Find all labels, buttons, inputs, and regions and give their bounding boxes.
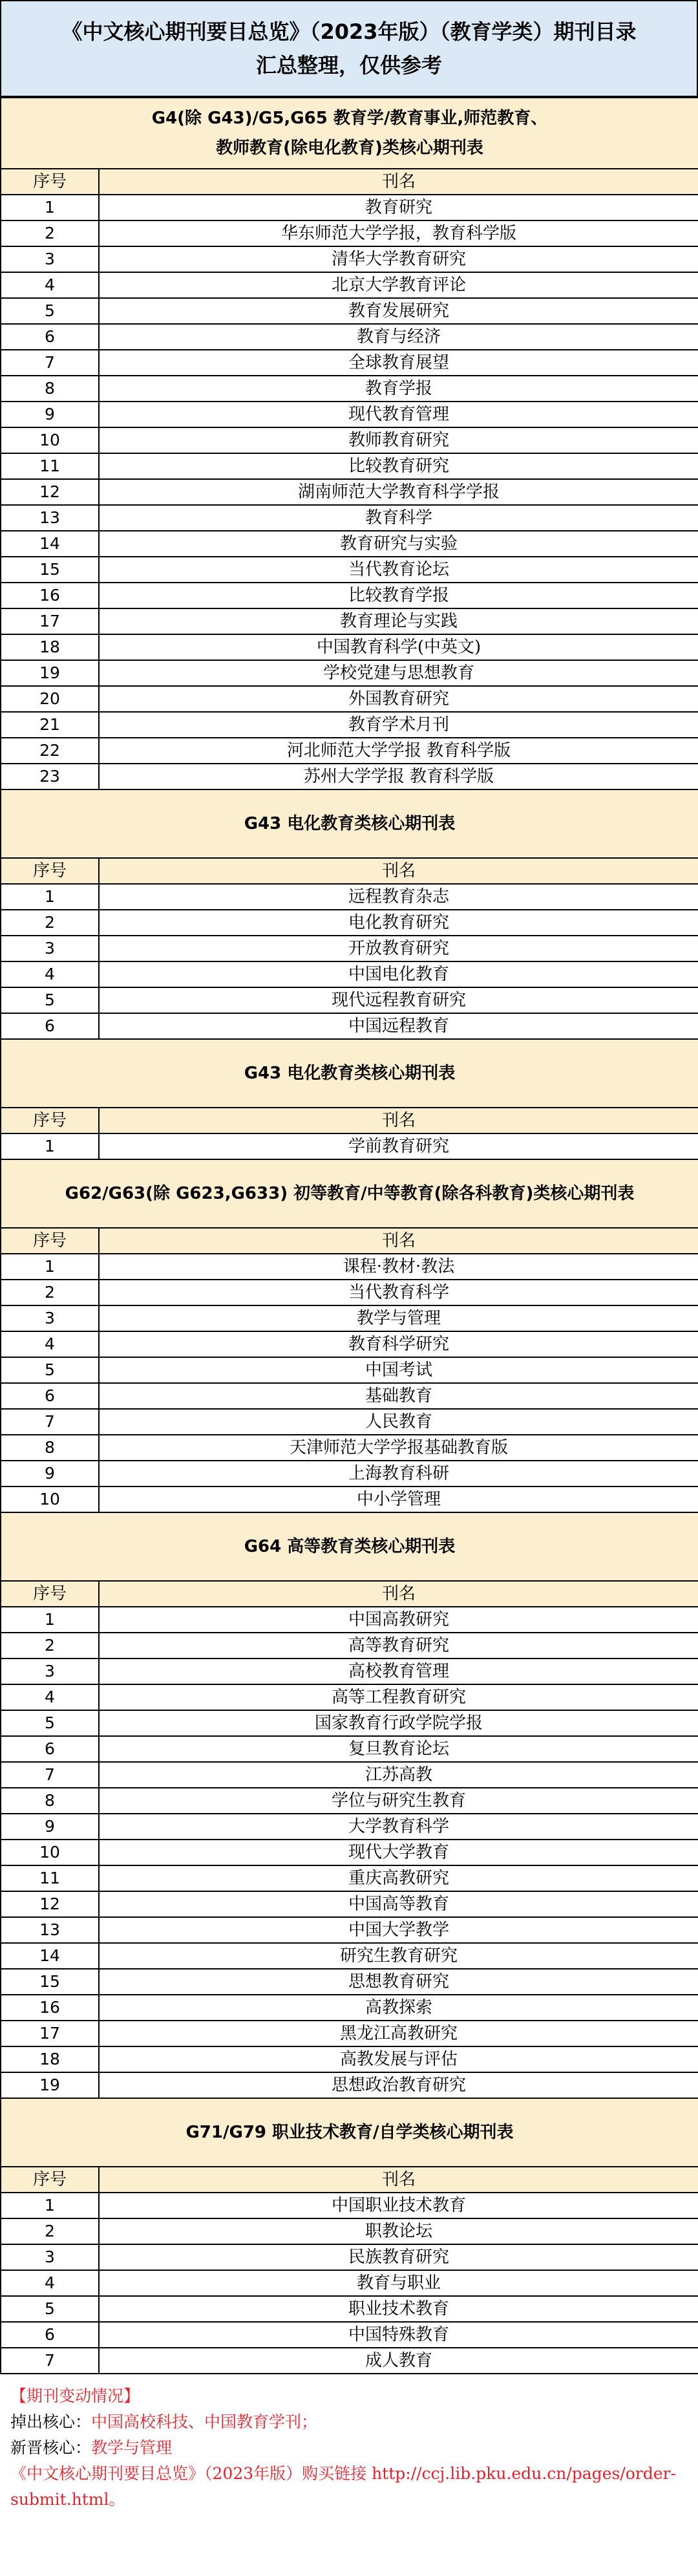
dropped-value: 中国高校科技、中国教育学刊； <box>91 2412 318 2431</box>
table-row <box>1 1409 698 1435</box>
journal-name: 中国特殊教育 <box>99 2322 698 2348</box>
row-number: 9 <box>1 1461 99 1487</box>
row-number: 1 <box>1 884 99 910</box>
journal-name: 河北师范大学学报 教育科学版 <box>99 738 698 764</box>
column-header-name: 刊名 <box>99 858 698 884</box>
journal-name: 苏州大学学报 教育科学版 <box>99 764 698 789</box>
row-number: 4 <box>1 1331 99 1357</box>
table-row <box>1 2072 698 2098</box>
journal-name: 外国教育研究 <box>99 686 698 712</box>
table-row <box>1 1684 698 1710</box>
table-row <box>1 1995 698 2021</box>
journal-name: 教育学报 <box>99 376 698 402</box>
table-row <box>1 634 698 660</box>
section-title-line: G4(除 G43)/G5,G65 教育学/教育事业,师范教育、 <box>151 109 548 128</box>
table-row <box>1 583 698 608</box>
journal-name: 基础教育 <box>99 1383 698 1409</box>
column-header-num: 序号 <box>1 858 99 884</box>
table-row <box>1 1762 698 1788</box>
table-row <box>1 1788 698 1814</box>
section-title-line: G43 电化教育类核心期刊表 <box>244 814 456 833</box>
section-title <box>1 1039 698 1108</box>
journal-name: 研究生教育研究 <box>99 1943 698 1969</box>
row-number: 1 <box>1 2193 99 2218</box>
journal-name: 思想政治教育研究 <box>99 2072 698 2098</box>
table-row <box>1 1461 698 1487</box>
row-number: 10 <box>1 1840 99 1865</box>
row-number: 19 <box>1 2072 99 2098</box>
journal-name: 民族教育研究 <box>99 2244 698 2270</box>
journal-name: 中小学管理 <box>99 1487 698 1512</box>
section-header <box>1 1039 698 1108</box>
journal-table <box>0 97 698 2374</box>
row-number: 12 <box>1 479 99 505</box>
journal-name: 重庆高教研究 <box>99 1865 698 1891</box>
row-number: 15 <box>1 1969 99 1995</box>
new-label: 新晋核心： <box>10 2438 92 2457</box>
table-row <box>1 479 698 505</box>
row-number: 17 <box>1 608 99 634</box>
table-row <box>1 686 698 712</box>
table-row <box>1 1133 698 1159</box>
journal-name: 人民教育 <box>99 1409 698 1435</box>
table-row <box>1 272 698 298</box>
row-number: 3 <box>1 1305 99 1331</box>
journal-name: 教师教育研究 <box>99 427 698 453</box>
row-number: 1 <box>1 1607 99 1633</box>
column-header-row <box>1 169 698 195</box>
table-row <box>1 936 698 961</box>
table-row <box>1 1435 698 1461</box>
table-row <box>1 2193 698 2218</box>
section-title-line: G64 高等教育类核心期刊表 <box>244 1537 456 1556</box>
journal-name: 中国高教研究 <box>99 1607 698 1633</box>
table-row <box>1 1383 698 1409</box>
row-number: 8 <box>1 1788 99 1814</box>
table-row <box>1 350 698 376</box>
journal-name: 中国电化教育 <box>99 961 698 987</box>
row-number: 13 <box>1 505 99 531</box>
row-number: 2 <box>1 220 99 246</box>
section-title <box>1 1159 698 1228</box>
column-header-num: 序号 <box>1 2167 99 2193</box>
table-row <box>1 660 698 686</box>
journal-name: 当代教育科学 <box>99 1280 698 1305</box>
column-header-row <box>1 1108 698 1133</box>
column-header-num: 序号 <box>1 169 99 195</box>
change-notes <box>0 2374 698 2513</box>
journal-name: 学前教育研究 <box>99 1133 698 1159</box>
table-row <box>1 738 698 764</box>
section-header <box>1 1512 698 1581</box>
row-number: 8 <box>1 376 99 402</box>
table-row <box>1 1607 698 1633</box>
column-header-name: 刊名 <box>99 169 698 195</box>
row-number: 5 <box>1 987 99 1013</box>
section-header <box>1 789 698 858</box>
journal-name: 现代教育管理 <box>99 402 698 427</box>
journal-name: 现代远程教育研究 <box>99 987 698 1013</box>
journal-name: 中国职业技术教育 <box>99 2193 698 2218</box>
row-number: 5 <box>1 298 99 324</box>
journal-name: 远程教育杂志 <box>99 884 698 910</box>
column-header-num: 序号 <box>1 1581 99 1607</box>
row-number: 16 <box>1 1995 99 2021</box>
purchase-link[interactable]: 《中文核心期刊要目总览》（2023年版）购买链接 http://ccj.lib.pku.edu.cn/pages/order-submit.html。 <box>10 2464 676 2509</box>
row-number: 22 <box>1 738 99 764</box>
journal-name: 成人教育 <box>99 2348 698 2374</box>
row-number: 10 <box>1 427 99 453</box>
row-number: 8 <box>1 1435 99 1461</box>
row-number: 2 <box>1 1633 99 1658</box>
row-number: 7 <box>1 2348 99 2374</box>
table-row <box>1 884 698 910</box>
journal-name: 中国教育科学(中英文) <box>99 634 698 660</box>
table-row <box>1 1254 698 1280</box>
section-header <box>1 98 698 169</box>
journal-name: 北京大学教育评论 <box>99 272 698 298</box>
row-number: 19 <box>1 660 99 686</box>
journal-name: 上海教育科研 <box>99 1461 698 1487</box>
row-number: 20 <box>1 686 99 712</box>
column-header-row <box>1 2167 698 2193</box>
table-row <box>1 1943 698 1969</box>
journal-name: 学校党建与思想教育 <box>99 660 698 686</box>
row-number: 11 <box>1 453 99 479</box>
table-row <box>1 195 698 220</box>
section-title <box>1 2098 698 2167</box>
journal-name: 学位与研究生教育 <box>99 1788 698 1814</box>
section-title-line: G43 电化教育类核心期刊表 <box>244 1064 456 1083</box>
notes-heading: 【期刊变动情况】 <box>10 2387 140 2405</box>
row-number: 14 <box>1 1943 99 1969</box>
journal-name: 教育学术月刊 <box>99 712 698 738</box>
journal-name: 教育发展研究 <box>99 298 698 324</box>
row-number: 9 <box>1 402 99 427</box>
table-row <box>1 557 698 583</box>
table-row <box>1 2021 698 2046</box>
journal-name: 教育与职业 <box>99 2270 698 2296</box>
table-row <box>1 1710 698 1736</box>
journal-name: 清华大学教育研究 <box>99 246 698 272</box>
column-header-num: 序号 <box>1 1228 99 1254</box>
journal-name: 中国考试 <box>99 1357 698 1383</box>
table-row <box>1 2046 698 2072</box>
table-row <box>1 246 698 272</box>
column-header-row <box>1 858 698 884</box>
row-number: 3 <box>1 936 99 961</box>
journal-name: 复旦教育论坛 <box>99 1736 698 1762</box>
table-row <box>1 987 698 1013</box>
table-row <box>1 1633 698 1658</box>
table-row <box>1 298 698 324</box>
row-number: 3 <box>1 2244 99 2270</box>
table-row <box>1 220 698 246</box>
table-row <box>1 1917 698 1943</box>
row-number: 5 <box>1 1357 99 1383</box>
section-title-line: G62/G63(除 G623,G633) 初等教育/中等教育(除各科教育)类核心期刊表 <box>65 1184 635 1203</box>
table-row <box>1 1013 698 1039</box>
section-header <box>1 2098 698 2167</box>
table-row <box>1 712 698 738</box>
journal-name: 教学与管理 <box>99 1305 698 1331</box>
column-header-name: 刊名 <box>99 2167 698 2193</box>
row-number: 5 <box>1 1710 99 1736</box>
table-row <box>1 961 698 987</box>
row-number: 4 <box>1 2270 99 2296</box>
row-number: 23 <box>1 764 99 789</box>
row-number: 6 <box>1 2322 99 2348</box>
row-number: 7 <box>1 1409 99 1435</box>
document-title <box>0 0 698 97</box>
column-header-row <box>1 1228 698 1254</box>
row-number: 6 <box>1 1013 99 1039</box>
dropped-line <box>10 2409 688 2435</box>
journal-name: 教育与经济 <box>99 324 698 350</box>
table-row <box>1 427 698 453</box>
journal-name: 高教发展与评估 <box>99 2046 698 2072</box>
journal-name: 教育研究与实验 <box>99 531 698 557</box>
row-number: 15 <box>1 557 99 583</box>
table-row <box>1 2322 698 2348</box>
column-header-name: 刊名 <box>99 1228 698 1254</box>
table-row <box>1 2296 698 2322</box>
row-number: 6 <box>1 1736 99 1762</box>
row-number: 2 <box>1 910 99 936</box>
table-row <box>1 1969 698 1995</box>
row-number: 12 <box>1 1891 99 1917</box>
journal-name: 思想教育研究 <box>99 1969 698 1995</box>
table-row <box>1 1331 698 1357</box>
section-title-line: 教师教育(除电化教育)类核心期刊表 <box>216 138 483 158</box>
row-number: 11 <box>1 1865 99 1891</box>
column-header-row <box>1 1581 698 1607</box>
journal-name: 开放教育研究 <box>99 936 698 961</box>
table-row <box>1 1280 698 1305</box>
row-number: 4 <box>1 961 99 987</box>
table-row <box>1 2244 698 2270</box>
section-header <box>1 1159 698 1228</box>
row-number: 10 <box>1 1487 99 1512</box>
table-row <box>1 1814 698 1840</box>
journal-name: 华东师范大学学报，教育科学版 <box>99 220 698 246</box>
table-row <box>1 1891 698 1917</box>
row-number: 6 <box>1 1383 99 1409</box>
journal-name: 大学教育科学 <box>99 1814 698 1840</box>
row-number: 16 <box>1 583 99 608</box>
row-number: 9 <box>1 1814 99 1840</box>
table-row <box>1 1840 698 1865</box>
section-title <box>1 98 698 169</box>
row-number: 3 <box>1 1658 99 1684</box>
journal-name: 教育科学 <box>99 505 698 531</box>
new-line <box>10 2435 688 2461</box>
section-title <box>1 1512 698 1581</box>
row-number: 4 <box>1 1684 99 1710</box>
row-number: 1 <box>1 1133 99 1159</box>
row-number: 18 <box>1 2046 99 2072</box>
journal-name: 中国高等教育 <box>99 1891 698 1917</box>
journal-name: 江苏高教 <box>99 1762 698 1788</box>
journal-name: 中国远程教育 <box>99 1013 698 1039</box>
journal-name: 当代教育论坛 <box>99 557 698 583</box>
table-row <box>1 2348 698 2374</box>
row-number: 3 <box>1 246 99 272</box>
journal-name: 湖南师范大学教育科学学报 <box>99 479 698 505</box>
table-row <box>1 608 698 634</box>
journal-name: 现代大学教育 <box>99 1840 698 1865</box>
journal-name: 高校教育管理 <box>99 1658 698 1684</box>
journal-name: 比较教育学报 <box>99 583 698 608</box>
journal-name: 比较教育研究 <box>99 453 698 479</box>
table-row <box>1 1865 698 1891</box>
row-number: 17 <box>1 2021 99 2046</box>
table-row <box>1 1357 698 1383</box>
column-header-name: 刊名 <box>99 1108 698 1133</box>
column-header-num: 序号 <box>1 1108 99 1133</box>
journal-name: 教育理论与实践 <box>99 608 698 634</box>
dropped-label: 掉出核心： <box>10 2412 92 2431</box>
journal-name: 职教论坛 <box>99 2218 698 2244</box>
table-row <box>1 1736 698 1762</box>
journal-name: 教育研究 <box>99 195 698 220</box>
row-number: 14 <box>1 531 99 557</box>
row-number: 7 <box>1 350 99 376</box>
table-row <box>1 764 698 789</box>
table-row <box>1 2218 698 2244</box>
new-value: 教学与管理 <box>91 2438 173 2457</box>
table-row <box>1 910 698 936</box>
table-row <box>1 531 698 557</box>
row-number: 13 <box>1 1917 99 1943</box>
row-number: 7 <box>1 1762 99 1788</box>
row-number: 2 <box>1 1280 99 1305</box>
table-row <box>1 402 698 427</box>
journal-name: 高等教育研究 <box>99 1633 698 1658</box>
section-title <box>1 789 698 858</box>
journal-name: 教育科学研究 <box>99 1331 698 1357</box>
journal-name: 天津师范大学学报基础教育版 <box>99 1435 698 1461</box>
table-row <box>1 1305 698 1331</box>
row-number: 1 <box>1 195 99 220</box>
row-number: 18 <box>1 634 99 660</box>
journal-name: 课程·教材·教法 <box>99 1254 698 1280</box>
row-number: 1 <box>1 1254 99 1280</box>
journal-name: 国家教育行政学院学报 <box>99 1710 698 1736</box>
row-number: 4 <box>1 272 99 298</box>
table-row <box>1 2270 698 2296</box>
row-number: 5 <box>1 2296 99 2322</box>
journal-name: 中国大学教学 <box>99 1917 698 1943</box>
journal-name: 职业技术教育 <box>99 2296 698 2322</box>
table-row <box>1 1658 698 1684</box>
journal-name: 高教探索 <box>99 1995 698 2021</box>
journal-name: 黑龙江高教研究 <box>99 2021 698 2046</box>
table-row <box>1 505 698 531</box>
title-line-2: 汇总整理，仅供参考 <box>255 53 442 78</box>
table-row <box>1 1487 698 1512</box>
table-row <box>1 453 698 479</box>
column-header-name: 刊名 <box>99 1581 698 1607</box>
row-number: 21 <box>1 712 99 738</box>
table-row <box>1 324 698 350</box>
journal-name: 高等工程教育研究 <box>99 1684 698 1710</box>
journal-name: 电化教育研究 <box>99 910 698 936</box>
table-row <box>1 376 698 402</box>
row-number: 6 <box>1 324 99 350</box>
journal-name: 全球教育展望 <box>99 350 698 376</box>
section-title-line: G71/G79 职业技术教育/自学类核心期刊表 <box>185 2123 514 2142</box>
title-line-1: 《中文核心期刊要目总览》（2023年版）（教育学类）期刊目录 <box>61 19 637 44</box>
row-number: 2 <box>1 2218 99 2244</box>
